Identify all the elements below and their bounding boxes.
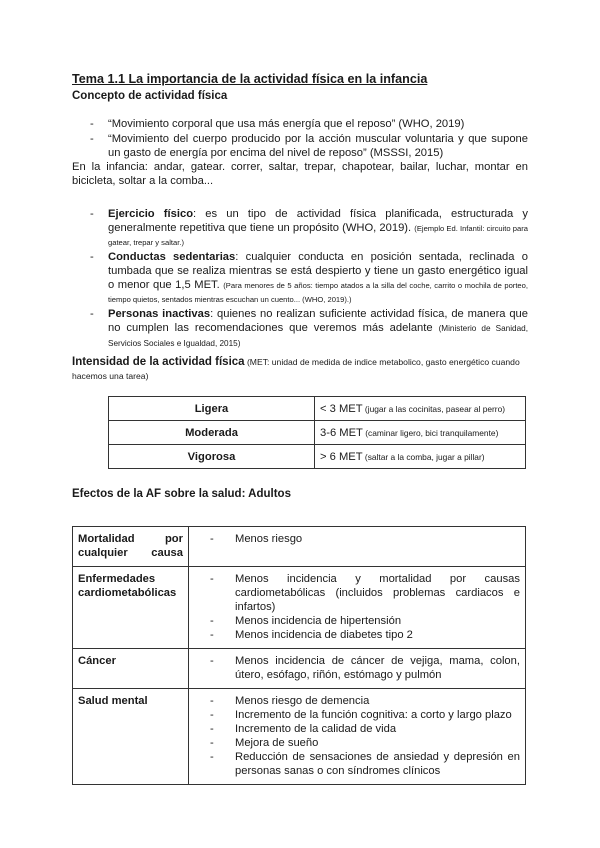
list-item: - Menos riesgo	[210, 533, 303, 545]
effect-items	[189, 689, 526, 785]
concept-item-ejercicio: - Ejercicio físico: es un tipo de actividad física planificada, estructurada y generalmente repetitiva que tiene un propósito (WHO, 2019). (Ejemplo Ed. Infantil: circuito para gatear, trepar y saltar.)	[90, 208, 529, 247]
effect-items	[189, 527, 526, 567]
dash-bullet: -	[90, 308, 94, 320]
dash-bullet: -	[90, 133, 94, 145]
concept-note: (Ejemplo Ed. Infantil: circuito para gatear, trepar y saltar.)	[108, 224, 528, 247]
concept-item-sedentarias: - Conductas sedentarias: cualquier conducta en posición sentada, reclinada o tumbada que se realiza mientras se está despierto y tiene un gasto energético igual o menor que 1,5 MET. (Para menores de 5 años: tiempo atados a la silla del coche, carrito o mochila de porteo, tiempo quietos, sentados mientras escuchan un cuento... (WHO, 2019).)	[90, 251, 528, 304]
concept-note: (Para menores de 5 años: tiempo atados a la silla del coche, carrito o mochila de porteo, tiempo quietos, sentados mientras escuchan un cuento... (WHO, 2019).)	[108, 281, 528, 304]
concept-term: Ejercicio físico	[108, 208, 194, 220]
concept-term: Personas inactivas	[108, 308, 211, 320]
effects-table	[72, 526, 526, 785]
effect-category: Mortalidad por cualquier causa	[73, 527, 189, 567]
definition-list	[90, 117, 528, 160]
intensity-met: 3-6 MET (caminar ligero, bici tranquilamente)	[315, 421, 526, 445]
met-note: (MET: unidad de medida de indice metabolico, gasto energético cuando hacemos una tarea)	[72, 357, 520, 381]
table-row	[109, 421, 526, 445]
table-row	[109, 445, 526, 469]
table-row	[73, 689, 526, 785]
effect-category: Enfermedades cardiometabólicas	[73, 567, 189, 649]
section-heading-effects: Efectos de la AF sobre la salud: Adultos	[72, 488, 291, 500]
concept-note: (Ministerio de Sanidad, Servicios Sociales e Igualdad, 2015)	[108, 324, 528, 348]
list-item: - Menos incidencia de cáncer de vejiga, mama, colon, útero, esófago, riñón, estómago y pulmón	[210, 655, 520, 681]
dash-bullet: -	[90, 118, 94, 130]
table-row	[109, 397, 526, 421]
list-item: - Menos incidencia de diabetes tipo 2	[210, 629, 413, 641]
concept-list	[90, 207, 528, 351]
intensity-level: Moderada	[109, 421, 315, 445]
effect-items	[189, 649, 526, 689]
list-item: - Menos incidencia de hipertensión	[210, 615, 402, 627]
dash-bullet: -	[90, 208, 94, 220]
table-row	[73, 649, 526, 689]
list-item: - Reducción de sensaciones de ansiedad y depresión en personas sanas o con síndromes clínicos	[210, 751, 520, 777]
list-item: - Incremento de la función cognitiva: a corto y largo plazo	[210, 709, 512, 721]
effect-items	[189, 567, 526, 649]
concept-term: Conductas sedentarias	[108, 251, 236, 263]
list-item: - Menos incidencia y mortalidad por causas cardiometabólicas (incluidos problemas cardiacos e infartos)	[210, 573, 520, 613]
intensity-table	[108, 396, 526, 469]
list-item: - Menos riesgo de demencia	[210, 695, 370, 707]
intensity-level: Ligera	[109, 397, 315, 421]
intensity-met: > 6 MET (saltar a la comba, jugar a pillar)	[315, 445, 526, 469]
concept-item-inactivas: - Personas inactivas: quienes no realizan suficiente actividad física, de manera que no cumplen las recomendaciones que veremos más adelante (Ministerio de Sanidad, Servicios Sociales e Igualdad, 2015)	[90, 308, 528, 348]
effect-category: Salud mental	[73, 689, 189, 785]
page-title: Tema 1.1 La importancia de la actividad física en la infancia	[72, 72, 428, 86]
table-row	[73, 567, 526, 649]
section-heading-concept: Concepto de actividad física	[72, 90, 228, 102]
table-row	[73, 527, 526, 567]
definition-item: - “Movimiento corporal que usa más energía que el reposo” (WHO, 2019)	[90, 118, 465, 130]
infancia-paragraph: En la infancia: andar, gatear. correr, saltar, trepar, chapotear, bailar, luchar, montar en bicicleta, soltar a la comba...	[72, 161, 528, 187]
section-heading-intensity: Intensidad de la actividad física (MET: unidad de medida de indice metabolico, gasto energético cuando hacemos una tarea)	[72, 356, 520, 381]
intensity-met: < 3 MET (jugar a las cocinitas, pasear al perro)	[315, 397, 526, 421]
definition-item: - “Movimiento del cuerpo producido por la acción muscular voluntaria y que supone un gasto de energía por encima del nivel de reposo” (MSSSI, 2015)	[90, 133, 528, 159]
dash-bullet: -	[90, 251, 94, 263]
effect-category: Cáncer	[73, 649, 189, 689]
intensity-level: Vigorosa	[109, 445, 315, 469]
list-item: - Incremento de la calidad de vida	[210, 723, 397, 735]
list-item: - Mejora de sueño	[210, 737, 319, 749]
